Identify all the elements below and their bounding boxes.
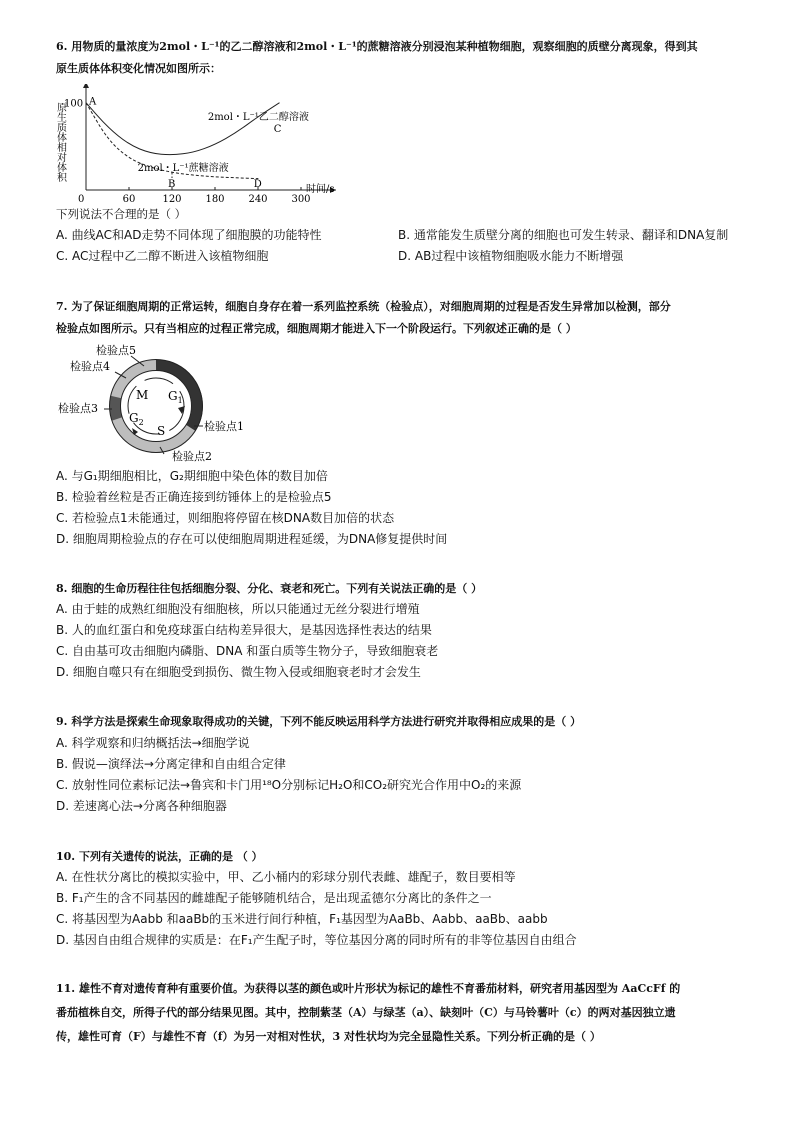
q7-stem-line1: 7. 为了保证细胞周期的正常运转，细胞自身存在着一系列监控系统（检验点），对细胞周期的过程是否发生异常加以检测，部分	[56, 300, 671, 313]
q10-option-d: D. 基因自由组合规律的实质是：在F₁产生配子时，等位基因分离的同时所有的非等位基因自由组合	[56, 933, 577, 947]
x-tick-label: 240	[248, 194, 268, 205]
q10-option-b: B. F₁产生的含不同基因的雌雄配子能够随机结合，是出现孟德尔分离比的条件之一	[56, 891, 492, 905]
checkpoint-4: 检验点4	[70, 360, 110, 373]
x-tick-label: 60	[122, 194, 136, 205]
q6-option-b: B. 通常能发生质壁分离的细胞也可发生转录、翻译和DNA复制	[398, 228, 729, 242]
q6-stem-line2: 原生质体体积变化情况如图所示：	[56, 62, 221, 75]
q10-stem: 10. 下列有关遗传的说法，正确的是 （ ）	[56, 850, 263, 863]
q6-volume-chart	[50, 84, 350, 206]
series-label-sucrose: 2mol・L⁻¹蔗糖溶液	[137, 162, 229, 174]
series-line-ethylene-glycol	[86, 103, 280, 155]
q7-option-a: A. 与G₁期细胞相比，G₂期细胞中染色体的数目加倍	[56, 469, 328, 483]
q8-option-a: A. 由于蛙的成熟红细胞没有细胞核，所以只能通过无丝分裂进行增殖	[56, 602, 420, 616]
checkpoint-1: 检验点1	[204, 420, 244, 433]
q7-option-c: C. 若检验点1未能通过，则细胞将停留在核DNA数目加倍的状态	[56, 511, 395, 525]
q7-cell-cycle-diagram	[56, 342, 266, 466]
q9-option-d: D. 差速离心法→分离各种细胞器	[56, 799, 227, 813]
q11-stem-line3: 传，雄性可育（F）与雄性不育（f）为另一对相对性状，3 对性状均为完全显隐性关系。下列分析正确的是（ ）	[56, 1030, 601, 1043]
q7-option-d: D. 细胞周期检验点的存在可以使细胞周期进程延缓，为DNA修复提供时间	[56, 532, 448, 546]
q10-option-a: A. 在性状分离比的模拟实验中，甲、乙小桶内的彩球分别代表雌、雄配子，数目要相等	[56, 870, 516, 884]
q7-stem-line2: 检验点如图所示。只有当相应的过程正常完成，细胞周期才能进入下一个阶段运行。下列叙述正确的是（ ）	[56, 322, 577, 335]
point-label-d: D	[253, 179, 262, 190]
y-axis-arrow	[83, 84, 89, 88]
point-label-a: A	[89, 96, 97, 108]
q8-option-b: B. 人的血红蛋白和免疫球蛋白结构差异很大，是基因选择性表达的结果	[56, 623, 432, 637]
q6-option-d: D. AB过程中该植物细胞吸水能力不断增强	[398, 249, 624, 263]
q9-option-a: A. 科学观察和归纳概括法→细胞学说	[56, 736, 250, 750]
q11-stem-line1: 11. 雄性不育对遗传育种有重要价值。为获得以茎的颜色或叶片形状为标记的雄性不育番茄材料，研究者用基因型为 AaCcFf 的	[56, 982, 681, 995]
x-tick-label: 300	[291, 194, 311, 205]
y-axis-label: 原生质体相对体积	[54, 102, 66, 182]
x-axis-label: 时间/s	[306, 184, 335, 195]
q6-option-a: A. 曲线AC和AD走势不同体现了细胞膜的功能特性	[56, 228, 322, 242]
x-tick-label: 0	[78, 194, 85, 205]
x-tick-label: 120	[162, 194, 182, 205]
y-tick-label: 100	[64, 98, 84, 110]
phase-s: S	[157, 424, 166, 438]
point-label-b: B	[168, 179, 176, 190]
q8-stem: 8. 细胞的生命历程往往包括细胞分裂、分化、衰老和死亡。下列有关说法正确的是（ ）	[56, 582, 483, 595]
point-label-c: C	[273, 124, 282, 136]
q6-question: 下列说法不合理的是（ ）	[56, 207, 187, 221]
checkpoint-5: 检验点5	[96, 344, 136, 357]
phase-m: M	[136, 388, 149, 402]
q9-option-b: B. 假说—演绎法→分离定律和自由组合定律	[56, 757, 286, 771]
series-label-ethylene-glycol: 2mol・L⁻¹乙二醇溶液	[207, 112, 309, 124]
phase-g1: $G_1$	[168, 389, 183, 405]
q6-option-c: C. AC过程中乙二醇不断进入该植物细胞	[56, 249, 269, 263]
q7-option-b: B. 检验着丝粒是否正确连接到纺锤体上的是检验点5	[56, 490, 332, 504]
q10-option-c: C. 将基因型为Aabb 和aaBb的玉米进行间行种植，F₁基因型为AaBb、Aabb、aaBb、aabb	[56, 912, 548, 926]
x-tick-label: 180	[205, 194, 225, 205]
q11-stem-line2: 番茄植株自交，所得子代的部分结果见图。其中，控制紫茎（A）与绿茎（a）、缺刻叶（C）与马铃薯叶（c）的两对基因独立遗	[56, 1006, 676, 1019]
phase-g2: $G_2$	[129, 411, 144, 427]
q9-stem: 9. 科学方法是探索生命现象取得成功的关键，下列不能反映运用科学方法进行研究并取得相应成果的是（ ）	[56, 715, 582, 728]
checkpoint-3: 检验点3	[58, 402, 98, 415]
q8-option-c: C. 自由基可攻击细胞内磷脂、DNA 和蛋白质等生物分子，导致细胞衰老	[56, 644, 439, 658]
g2-arc	[115, 397, 117, 419]
q8-option-d: D. 细胞自噬只有在细胞受到损伤、微生物入侵或细胞衰老时才会发生	[56, 665, 421, 679]
checkpoint-2: 检验点2	[172, 450, 212, 463]
q6-stem-line1: 6. 用物质的量浓度为2mol・L⁻¹的乙二醇溶液和2mol・L⁻¹的蔗糖溶液分别浸泡某种植物细胞，观察细胞的质壁分离现象，得到其	[56, 40, 698, 53]
q9-option-c: C. 放射性同位素标记法→鲁宾和卡门用¹⁸O分别标记H₂O和CO₂研究光合作用中O₂的来源	[56, 778, 522, 792]
